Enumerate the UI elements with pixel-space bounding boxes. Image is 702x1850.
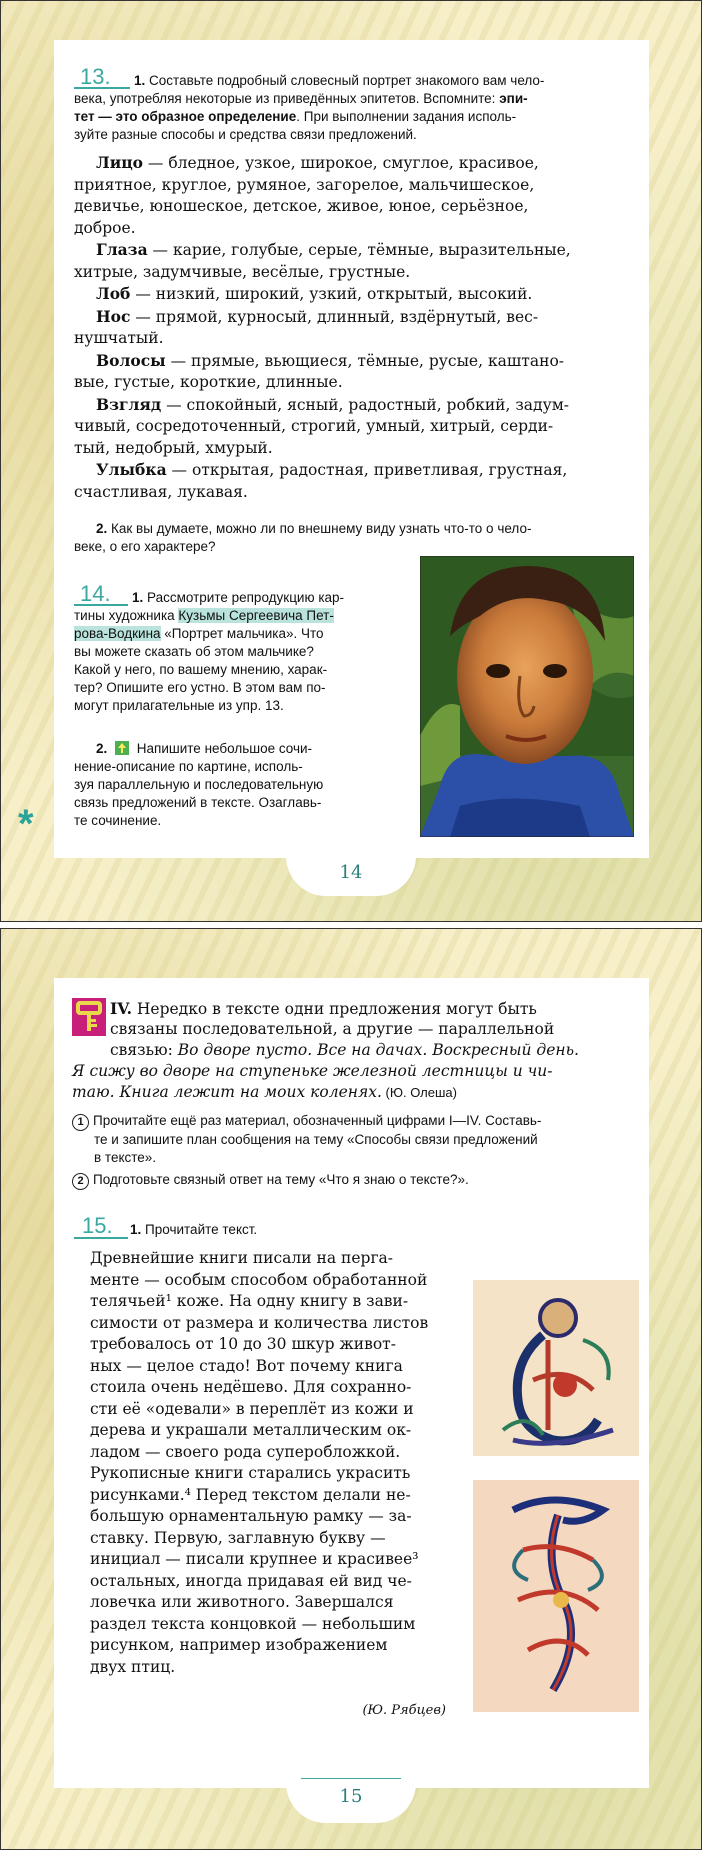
task-text: «Портрет мальчика». Что	[160, 626, 324, 641]
text-line: двух птиц.	[90, 1657, 176, 1676]
question-2	[72, 1171, 652, 1190]
example-text: таю. Книга лежит на моих коленях.	[72, 1083, 382, 1101]
artist-name-highlight: Кузьмы Сергеевича Пет-	[178, 608, 334, 623]
page-number-rule	[301, 1778, 401, 1779]
exercise-13-intro-3	[74, 108, 644, 126]
epithet-line: Волосы — прямые, вьющиеся, тёмные, русые, каштано-	[96, 350, 565, 370]
epithet-line: тый, недобрый, хмурый.	[74, 438, 273, 457]
exercise-13-intro	[134, 72, 639, 90]
epithet-line: хитрые, задумчивые, весёлые, грустные.	[74, 262, 411, 281]
writing-task-icon	[115, 741, 129, 755]
exercise-13-task-2-cont: веке, о его характере?	[74, 539, 216, 554]
text-author: (Ю. Рябцев)	[362, 1703, 446, 1718]
epithet-line: Взгляд — спокойный, ясный, радостный, робкий, задум-	[96, 394, 570, 414]
text-line: ных — целое стадо! Вот почему книга	[90, 1356, 403, 1375]
task-text: нение-описание по картине, исполь-	[74, 759, 303, 774]
page-number: 15	[339, 1786, 363, 1807]
epithet-line: доброе.	[74, 218, 136, 237]
task-text: Прочитайте текст.	[145, 1222, 258, 1237]
task-text: связь предложений в тексте. Озаглавь-	[74, 795, 322, 810]
intro-line: века, употребляя некоторые из приведённых эпитетов. Вспомните:	[74, 91, 496, 106]
text-line: требовалось от 10 до 30 шкур живот-	[90, 1335, 396, 1353]
exercise-15-number: 15.	[82, 1213, 113, 1238]
text-line: рисунками.⁴ Перед текстом делали не-	[90, 1485, 411, 1504]
text-line: ловечка или животного. Завершался	[90, 1593, 394, 1611]
text-line: Рукописные книги старались украсить	[90, 1464, 411, 1482]
text-line: инициал — писали крупнее и красивее³	[90, 1550, 419, 1568]
epithet-line: нушчатый.	[74, 329, 164, 347]
theory-line	[110, 1040, 655, 1062]
question-text: те и запишите план сообщения на тему «Способы связи предложений	[94, 1132, 538, 1147]
theory-text: связью:	[110, 1041, 178, 1059]
task-number: 2.	[96, 741, 108, 756]
task-text: могут прилагательные из упр. 13.	[74, 698, 284, 713]
question-text: в тексте».	[94, 1150, 157, 1165]
task-number: 1.	[132, 590, 144, 605]
epithet-line: Лоб — низкий, широкий, узкий, открытый, высокий.	[96, 284, 533, 303]
task-text: Какой у него, по вашему мнению, харак-	[74, 662, 328, 677]
epithet-line: приятное, круглое, румяное, загорелое, мальчишеское,	[74, 175, 535, 194]
task-text: вы можете сказать об этом мальчике?	[74, 644, 314, 659]
text-line: остальных, иногда придавая ей вид че-	[90, 1571, 412, 1590]
text-line: симости от размера и количества листов	[90, 1313, 429, 1332]
reading-text	[90, 1248, 450, 1678]
key-icon	[72, 998, 106, 1036]
textbook-page-14	[0, 0, 702, 922]
textbook-page-15	[0, 928, 702, 1850]
text-line: менте — особым способом обработанной	[90, 1270, 428, 1289]
task-text: Рассмотрите репродукцию кар-	[147, 590, 345, 605]
theory-text: Нередко в тексте одни предложения могут быть	[131, 1000, 537, 1018]
text-line: телячьей¹ коже. На одну книгу в зави-	[90, 1292, 409, 1310]
example-line	[72, 1082, 657, 1104]
epithet-line: Нос — прямой, курносый, длинный, вздёрнутый, вес-	[96, 306, 539, 326]
example-text: Во дворе пусто. Все на дачах. Воскресный день.	[177, 1041, 579, 1059]
question-number: 1	[72, 1114, 89, 1131]
page-number: 14	[339, 862, 363, 883]
text-line: ставку. Первую, заглавную букву —	[90, 1528, 386, 1547]
task-text: Как вы думаете, можно ли по внешнему виду узнать что-то о чело-	[111, 521, 532, 536]
text-line: Древнейшие книги писали на перга-	[90, 1249, 394, 1267]
ornamental-initial-image	[473, 1480, 639, 1712]
exercise-14-task-1	[74, 589, 414, 715]
example-line: Я сижу во дворе на ступеньке железной лестницы и чи-	[72, 1062, 553, 1080]
exercise-13-task-2	[96, 520, 646, 538]
star-marker: *	[18, 802, 34, 846]
text-line: стоила очень недёшево. Для сохранно-	[90, 1378, 412, 1396]
task-number: 1.	[134, 73, 146, 88]
question-text: Прочитайте ещё раз материал, обозначенный цифрами I—IV. Составь-	[93, 1113, 542, 1128]
epithet-definition: тет — это образное определение	[74, 109, 297, 124]
artist-name-highlight: рова-Водкина	[74, 626, 161, 641]
text-line: рисунком, например изображением	[90, 1636, 388, 1654]
exercise-15-task-1	[130, 1221, 257, 1239]
task-text: те сочинение.	[74, 813, 162, 828]
text-line: раздел текста концовкой — небольшим	[90, 1614, 416, 1633]
question-number: 2	[72, 1173, 89, 1190]
intro-line: Составьте подробный словесный портрет знакомого вам чело-	[149, 73, 545, 88]
intro-line: . При выполнении задания исполь-	[296, 109, 517, 124]
epithet-line: Лицо — бледное, узкое, широкое, смуглое, красивое,	[96, 153, 539, 172]
task-text: зуя параллельную и последовательную	[74, 777, 324, 792]
question-text: Подготовьте связный ответ на тему «Что я знаю о тексте?».	[93, 1172, 469, 1187]
task-text: Напишите небольшое сочи-	[136, 741, 313, 756]
theory-roman-number: IV.	[110, 999, 132, 1018]
theory-line	[110, 998, 650, 1021]
task-text: тер? Опишите его устно. В этом вам по-	[74, 680, 326, 695]
epithet-line: чивый, сосредоточенный, строгий, умный, хитрый, серди-	[74, 417, 554, 435]
epithet-list	[74, 152, 644, 503]
portrait-of-boy-painting	[420, 556, 634, 837]
text-line: сти её «одевали» в переплёт из кожи и	[90, 1399, 414, 1418]
exercise-13-intro-4: зуйте разные способы и средства связи предложений.	[74, 127, 417, 142]
exercise-14-number: 14.	[80, 581, 111, 606]
question-1	[72, 1112, 652, 1167]
task-number: 2.	[96, 521, 108, 536]
text-line: большую орнаментальную рамку — за-	[90, 1507, 412, 1525]
epithet-line: Улыбка — открытая, радостная, приветливая, грустная,	[96, 460, 568, 479]
exercise-13-intro-2	[74, 90, 644, 108]
text-line: ладом — своего рода суперобложкой.	[90, 1442, 401, 1461]
epithet-term: эпи-	[499, 91, 528, 106]
epithet-line: девичье, юношеское, детское, живое, юное, серьёзное,	[74, 197, 529, 215]
theory-line: связаны последовательной, а другие — параллельной	[110, 1020, 555, 1038]
quote-source: (Ю. Олеша)	[381, 1085, 457, 1100]
illuminated-initial-image	[473, 1280, 639, 1456]
exercise-13-number: 13.	[80, 64, 111, 89]
text-line: дерева и украшали металлическим ок-	[90, 1421, 412, 1439]
epithet-line: вые, густые, короткие, длинные.	[74, 373, 343, 391]
epithet-line: счастливая, лукавая.	[74, 482, 248, 501]
task-text: тины художника	[74, 608, 179, 623]
epithet-line: Глаза — карие, голубые, серые, тёмные, выразительные,	[96, 240, 571, 259]
exercise-14-task-2	[74, 740, 414, 830]
task-number: 1.	[130, 1222, 142, 1237]
